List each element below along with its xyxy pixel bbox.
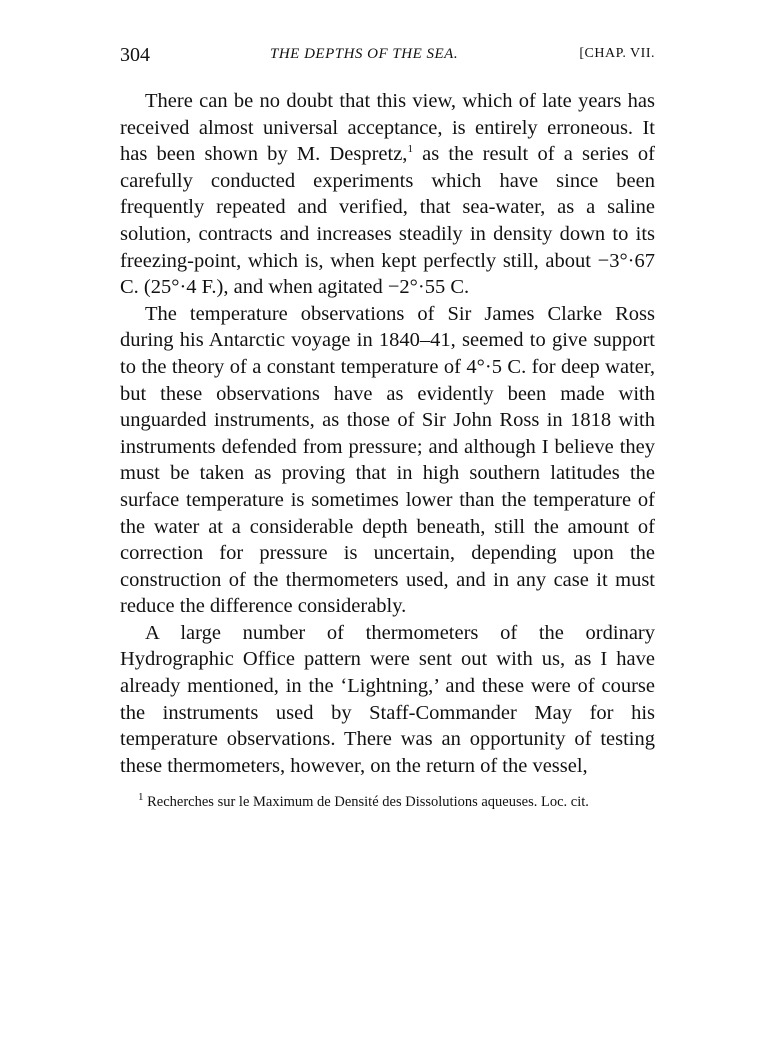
footnote-mark: 1: [138, 791, 144, 804]
paragraph-1-text-end: as the result of a series of carefully conducted experiments which have since been frequently repeated and verified, that sea-water, as a saline solution, contracts and increases steadily in density down to its freezing-point, which is, when kept perfectly still, about −3°·67 C. (25°·4 F.), and when agitated −2°·55 C.: [120, 143, 655, 299]
footnote-content: Recherches sur le Maximum de Densité des Dissolutions aqueuses. Loc. cit.: [143, 794, 589, 811]
paragraph-1-text-start: There can be no doubt that this view, which of late years has received almost universal acceptance, is entirely erroneous. It has been shown by M. Despretz,: [120, 90, 655, 166]
paragraph-1: [120, 88, 655, 301]
paragraph-2: The temperature observations of Sir James Clarke Ross during his Antarctic voyage in 1840–41, seemed to give support to the theory of a constant temperature of 4°·5 C. for deep water, but these observations have as evidently been made with unguarded instruments, as those of Sir John Ross in 1818 with instruments defended from pressure; and although I believe they must be taken as proving that in high southern latitudes the surface temperature is sometimes lower than the temperature of the water at a considerable depth beneath, still the amount of correction for pressure is uncertain, depending upon the construction of the thermometers used, and in any case it must reduce the difference considerably.: [120, 302, 655, 618]
footnote-text: [120, 791, 655, 813]
page-number: 304: [120, 44, 150, 66]
book-page: [120, 44, 655, 813]
footnote-reference: 1: [407, 143, 413, 156]
body-text: [120, 88, 655, 779]
chapter-reference: [CHAP. VII.: [579, 46, 655, 61]
paragraph-3: A large number of thermometers of the ordinary Hydrographic Office pattern were sent out with us, as I have already mentioned, in the ‘Lightning,’ and these were of course the instruments used by Staff-Commander May for his temperature observations. There was an opportunity of testing these thermometers, however, on the return of the vessel,: [120, 621, 655, 777]
running-title: THE DEPTHS OF THE SEA.: [270, 46, 459, 62]
footnote: [120, 791, 655, 813]
running-header: [120, 44, 655, 74]
